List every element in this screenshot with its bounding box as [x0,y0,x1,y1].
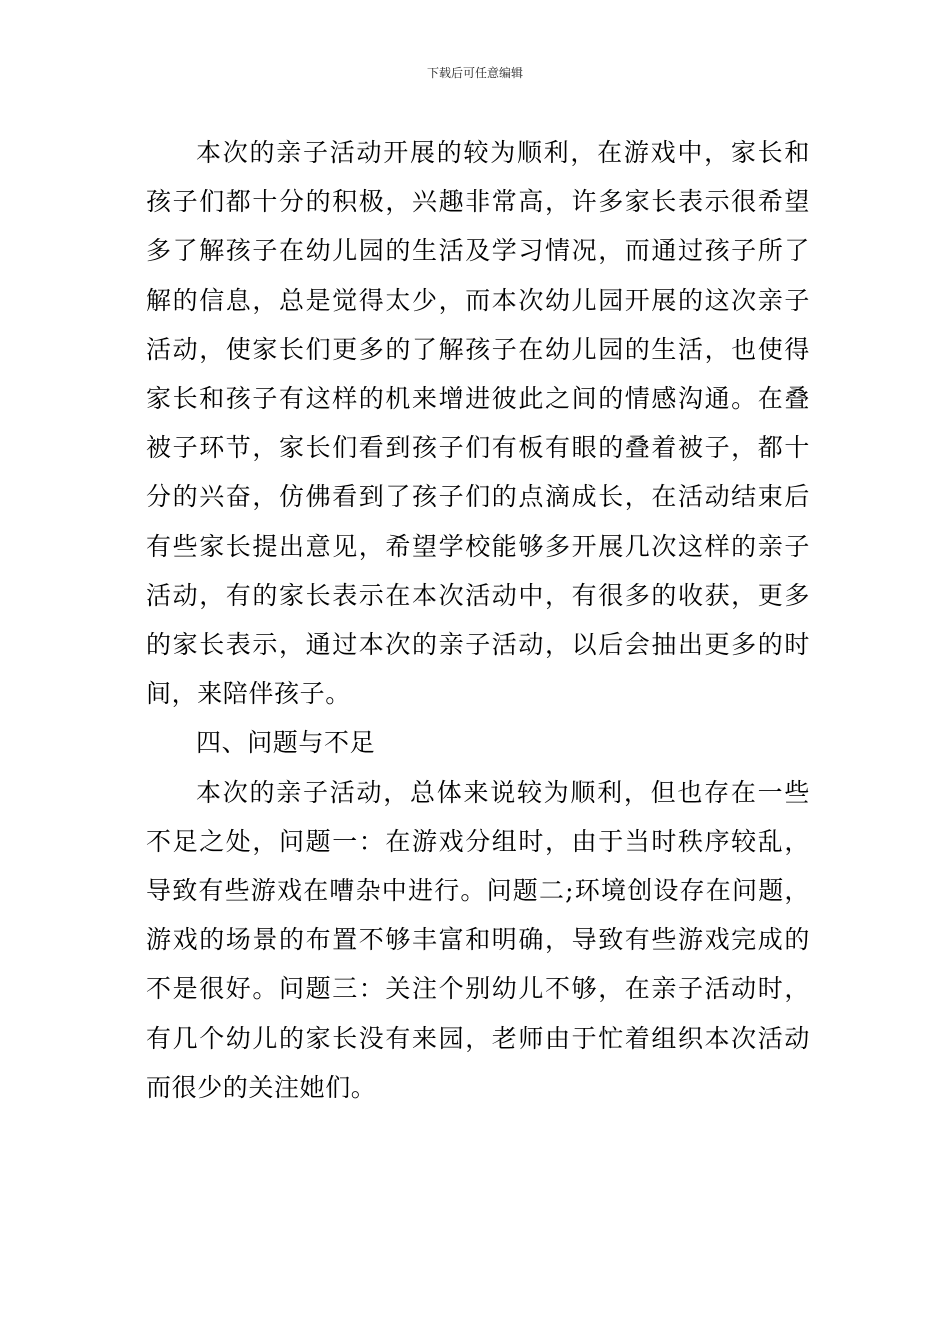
document-body [146,128,810,1112]
section-heading: 四、问题与不足 [196,728,376,758]
page-header-note: 下载后可任意编辑 [426,66,523,80]
paragraph-problems: 本次的亲子活动，总体来说较为顺利，但也存在一些不足之处，问题一：在游戏分组时，由于当时秩序较乱，导致有些游戏在嘈杂中进行。问题二;环境创设存在问题，游戏的场景的布置不够丰富和明确，导致有些游戏完成的不是很好。问题三：关注个别幼儿不够，在亲子活动时，有几个幼儿的家长没有来园，老师由于忙着组织本次活动而很少的关注她们。 [146,777,810,1102]
paragraph-activity-summary: 本次的亲子活动开展的较为顺利，在游戏中，家长和孩子们都十分的积极，兴趣非常高，许多家长表示很希望多了解孩子在幼儿园的生活及学习情况，而通过孩子所了解的信息，总是觉得太少，而本次幼儿园开展的这次亲子活动，使家长们更多的了解孩子在幼儿园的生活，也使得家长和孩子有这样的机来增进彼此之间的情感沟通。在叠被子环节，家长们看到孩子们有板有眼的叠着被子，都十分的兴奋，仿佛看到了孩子们的点滴成长，在活动结束后有些家长提出意见，希望学校能够多开展几次这样的亲子活动，有的家长表示在本次活动中，有很多的收获，更多的家长表示，通过本次的亲子活动，以后会抽出更多的时间，来陪伴孩子。 [146,138,810,709]
